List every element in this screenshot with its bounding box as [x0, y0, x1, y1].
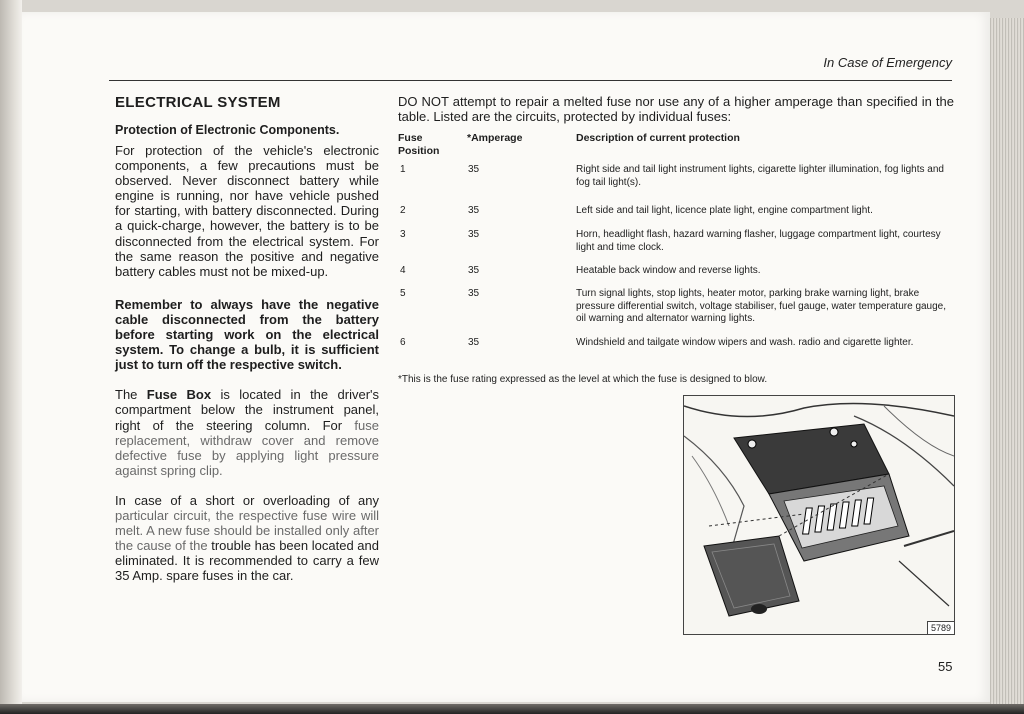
- section-title: ELECTRICAL SYSTEM: [115, 94, 281, 111]
- row-3-description: Horn, headlight flash, hazard warning flasher, luggage compartment light, courtesy light and time clock.: [576, 229, 941, 253]
- paragraph-short-circuit: [115, 493, 379, 584]
- row-2-description: Left side and tail light, licence plate light, engine compartment light.: [576, 205, 873, 216]
- short-circuit-a: In case of a short or overloading of any: [115, 492, 379, 508]
- fuse-box-replacement: fuse replacement, withdraw cover and remove defective fuse by applying light pressure against spring clip.: [115, 417, 379, 478]
- fuse-box-illustration: [683, 395, 955, 635]
- row-2-position: 2: [400, 205, 406, 216]
- page-number: 55: [938, 659, 953, 674]
- paragraph-fuse-box: [115, 387, 379, 478]
- row-6-position: 6: [400, 337, 406, 348]
- row-4-position: 4: [400, 265, 406, 276]
- row-1-position: 1: [400, 164, 406, 175]
- row-3-position: 3: [400, 229, 406, 240]
- row-1-amperage: 35: [468, 164, 480, 175]
- row-6-description: Windshield and tailgate window wipers and wash. radio and cigarette lighter.: [576, 337, 914, 348]
- fuse-box-drawing: [684, 396, 954, 634]
- table-footnote: *This is the fuse rating expressed as the level at which the fuse is designed to blow.: [398, 374, 768, 385]
- row-5-position: 5: [400, 288, 406, 299]
- page-edges: [990, 18, 1024, 708]
- row-4-description: Heatable back window and reverse lights.: [576, 265, 761, 276]
- paragraph-reminder: Remember to always have the negative cable disconnected from the battery before starting work on the electrical system. To change a bulb, it is sufficient just to turn off the respective switch.: [115, 296, 379, 373]
- row-6-amperage: 35: [468, 337, 480, 348]
- row-2-amperage: 35: [468, 205, 480, 216]
- row-5-description: Turn signal lights, stop lights, heater motor, parking brake warning light, brake pressure differential switch, voltage stabiliser, fuel gauge, water temperature gauge, oil warning and alternator warning lights.: [576, 288, 947, 324]
- header-amperage: *Amperage: [467, 132, 523, 144]
- row-1-description: Right side and tail light instrument lights, cigarette lighter illumination, fog lights and fog tail light(s).: [576, 164, 944, 188]
- header-rule: [109, 80, 952, 81]
- header-fuse-position: Fuse Position: [398, 132, 440, 157]
- figure-number: 5789: [927, 621, 954, 634]
- row-5-amperage: 35: [468, 288, 480, 299]
- short-circuit-c: trouble has been located and eliminated. It is recommended to carry a few 35 Amp. spare fuses in the car.: [115, 538, 379, 584]
- short-circuit-b: particular circuit, the respective fuse wire will melt. A new fuse should be installed only after the cause of the: [115, 507, 379, 554]
- row-4-amperage: 35: [468, 265, 480, 276]
- right-column: [398, 94, 954, 385]
- fuse-box-location: is located in the driver's compartment below the instrument panel, right of the steering column. For: [115, 387, 380, 433]
- left-column: [115, 94, 379, 598]
- subheading: Protection of Electronic Components.: [115, 123, 340, 137]
- fuse-box-lead: The: [115, 387, 147, 403]
- row-3-amperage: 35: [468, 229, 480, 240]
- header-description: Description of current protection: [576, 132, 740, 144]
- warning-text: DO NOT attempt to repair a melted fuse nor use any of a higher amperage than specified in the table. Listed are the circuits, protected by individual fuses:: [398, 94, 954, 124]
- running-header: In Case of Emergency: [823, 55, 952, 70]
- bottom-edge: [0, 704, 1024, 714]
- paragraph-precautions: For protection of the vehicle's electronic components, a few precautions must be observed. Never disconnect battery while engine is running, nor have vehicle pushed for starting, with battery disconnected. During a quick-charge, however, the battery is to be disconnected from the electrical system. For the same reason the positive and negative battery cables must not be mixed-up.: [115, 143, 379, 279]
- book-spine-left: [0, 0, 22, 714]
- fuse-box-term: Fuse Box: [146, 387, 212, 403]
